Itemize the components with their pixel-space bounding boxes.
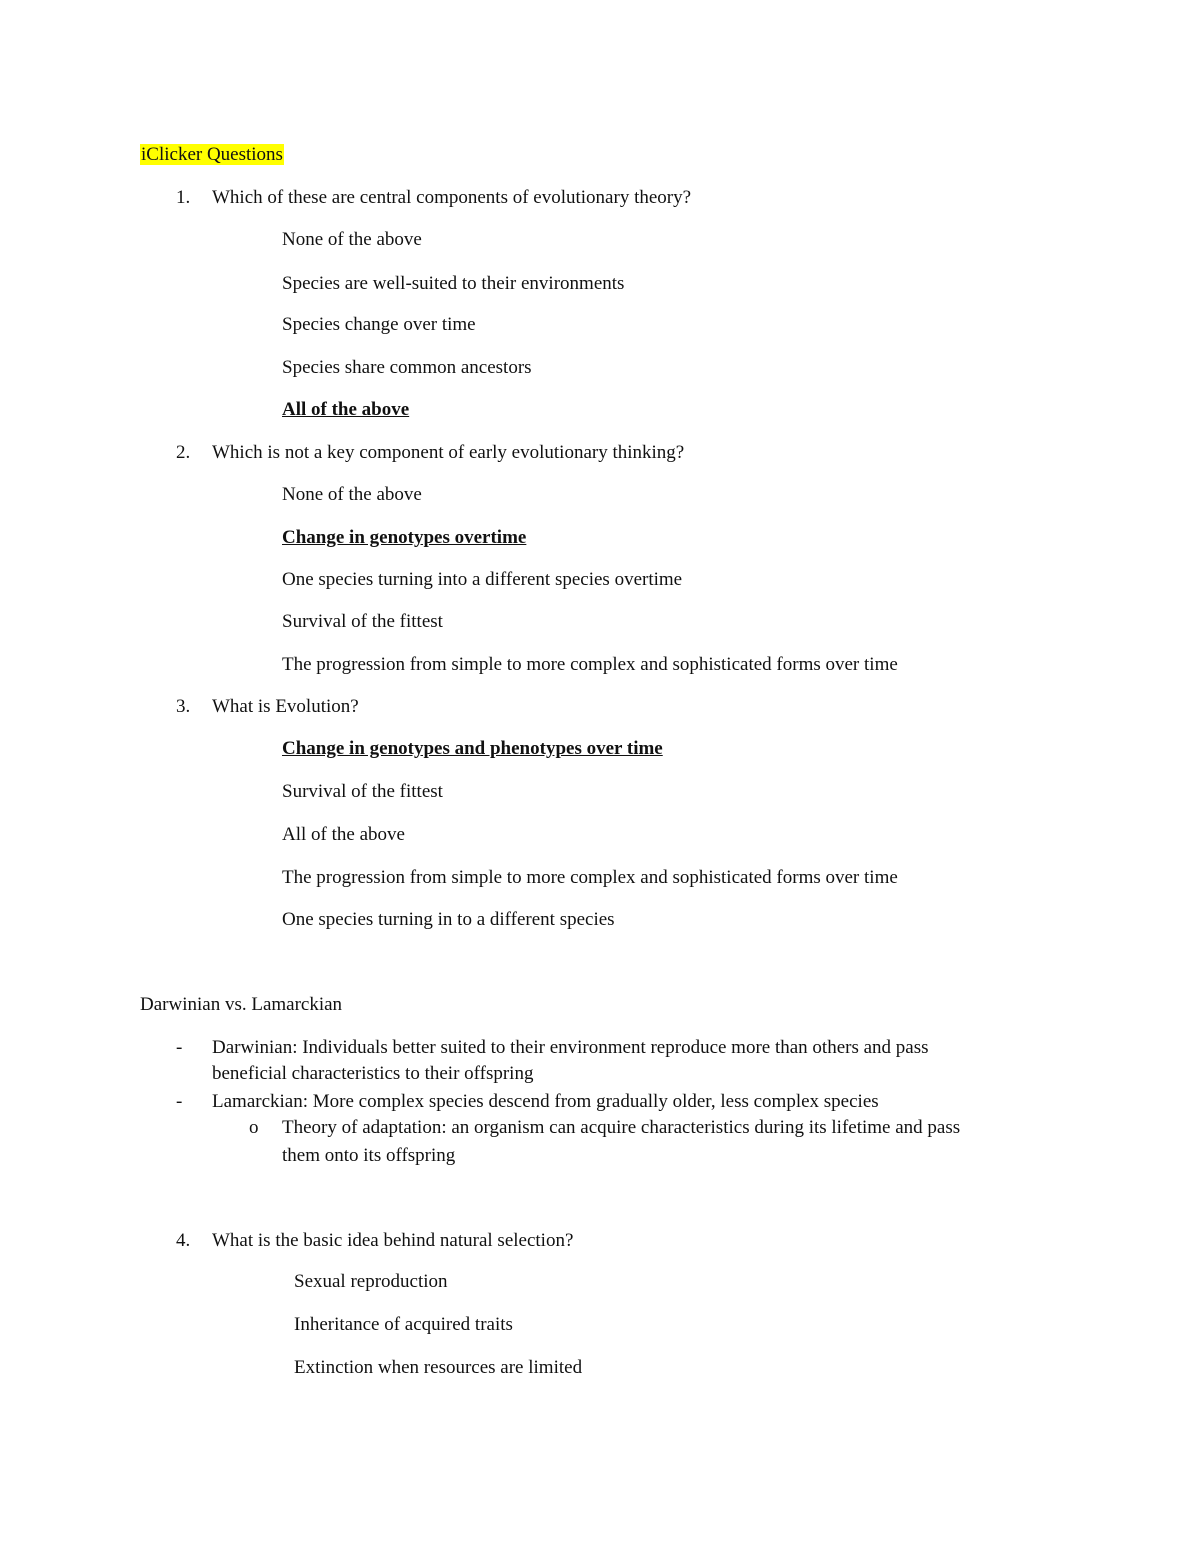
question-text: Which is not a key component of early evolutionary thinking? [212,442,685,463]
answer-option: None of the above [282,229,422,250]
sub-bullet-text: Theory of adaptation: an organism can acquire characteristics during its lifetime and pass [282,1117,961,1138]
section-title: Darwinian vs. Lamarckian [140,994,343,1015]
answer-option: The progression from simple to more complex and sophisticated forms over time [282,654,898,675]
answer-option: None of the above [282,484,422,505]
answer-option: One species turning in to a different species [282,909,615,930]
answer-option: One species turning into a different species overtime [282,569,683,590]
question-number: 2. [176,442,191,463]
document-heading [140,143,284,167]
dash-bullet: - [176,1091,183,1112]
answer-option: All of the above [282,824,405,845]
question-number: 4. [176,1230,191,1251]
answer-option: Sexual reproduction [294,1271,448,1292]
answer-option: Survival of the fittest [282,611,443,632]
answer-option: Extinction when resources are limited [294,1357,583,1378]
question-text: What is the basic idea behind natural selection? [212,1230,574,1251]
answer-option: Inheritance of acquired traits [294,1314,513,1335]
answer-option: Species share common ancestors [282,357,532,378]
bullet-text: Lamarckian: More complex species descend from gradually older, less complex species [212,1091,879,1112]
bullet-text: Darwinian: Individuals better suited to their environment reproduce more than others and pass [212,1037,929,1058]
correct-answer-option: Change in genotypes overtime [282,527,527,548]
correct-answer-option: All of the above [282,399,410,420]
bullet-text-continued: beneficial characteristics to their offspring [212,1063,534,1084]
sub-bullet-text-continued: them onto its offspring [282,1145,456,1166]
answer-option: Species are well-suited to their environments [282,273,625,294]
dash-bullet: - [176,1037,183,1058]
answer-option: Species change over time [282,314,476,335]
question-text: What is Evolution? [212,696,359,717]
question-number: 3. [176,696,191,717]
correct-answer-option: Change in genotypes and phenotypes over time [282,738,663,759]
answer-option: Survival of the fittest [282,781,443,802]
question-text: Which of these are central components of evolutionary theory? [212,187,692,208]
question-number: 1. [176,187,191,208]
answer-option: The progression from simple to more complex and sophisticated forms over time [282,867,898,888]
heading-highlight: iClicker Questions [141,144,283,165]
sub-bullet: o [249,1117,259,1138]
